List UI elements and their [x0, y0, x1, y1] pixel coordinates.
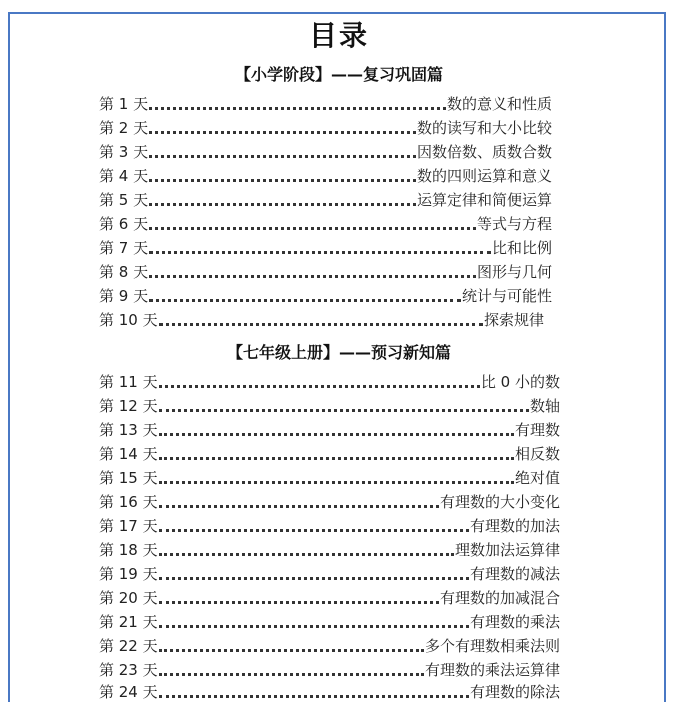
topic-label: 有理数的减法	[469, 565, 560, 583]
topic-label: 图形与几何	[476, 263, 552, 281]
dot-leader	[159, 692, 469, 698]
toc-entry[interactable]	[99, 490, 560, 512]
dot-leader	[149, 224, 476, 230]
toc-entry[interactable]	[99, 236, 552, 258]
toc-entry[interactable]	[99, 260, 552, 282]
topic-label: 等式与方程	[476, 215, 552, 233]
section-heading-primary: 【小学阶段】——复习巩固篇	[234, 65, 443, 84]
toc-entry[interactable]	[99, 634, 560, 656]
dot-leader	[149, 296, 461, 302]
topic-label: 比 0 小的数	[480, 373, 560, 391]
day-label: 第 15 天	[99, 469, 158, 487]
day-label: 第 19 天	[99, 565, 158, 583]
toc-entry[interactable]	[99, 538, 560, 560]
topic-label: 数轴	[529, 397, 560, 415]
day-label: 第 4 天	[99, 167, 149, 185]
topic-label: 数的意义和性质	[446, 95, 552, 113]
topic-label: 有理数的大小变化	[439, 493, 560, 511]
topic-label: 有理数的加法	[469, 517, 560, 535]
day-label: 第 13 天	[99, 421, 158, 439]
topic-label: 有理数的乘法	[469, 613, 560, 631]
day-label: 第 1 天	[99, 95, 149, 113]
day-label: 第 7 天	[99, 239, 149, 257]
toc-entry[interactable]	[99, 370, 560, 392]
toc-entry[interactable]	[99, 212, 552, 234]
dot-leader	[159, 382, 480, 388]
toc-entry[interactable]	[99, 308, 544, 330]
dot-leader	[159, 670, 424, 676]
toc-entry[interactable]	[99, 284, 552, 306]
toc-entry[interactable]	[99, 418, 560, 440]
toc-entry[interactable]	[99, 188, 552, 210]
dot-leader	[149, 200, 416, 206]
topic-label: 因数倍数、质数合数	[416, 143, 552, 161]
dot-leader	[159, 526, 469, 532]
topic-label: 运算定律和简便运算	[416, 191, 552, 209]
day-label: 第 17 天	[99, 517, 158, 535]
day-label: 第 6 天	[99, 215, 149, 233]
toc-entry[interactable]	[99, 586, 560, 608]
topic-label: 相反数	[514, 445, 560, 463]
topic-label: 数的读写和大小比较	[416, 119, 552, 137]
dot-leader	[159, 430, 514, 436]
dot-leader	[159, 454, 514, 460]
day-label: 第 10 天	[99, 311, 158, 329]
day-label: 第 11 天	[99, 373, 158, 391]
topic-label: 探索规律	[483, 311, 544, 329]
day-label: 第 21 天	[99, 613, 158, 631]
page-title: 目录	[308, 19, 369, 52]
dot-leader	[159, 574, 469, 580]
dot-leader	[159, 502, 439, 508]
day-label: 第 24 天	[99, 683, 158, 701]
toc-entry[interactable]	[99, 658, 560, 680]
topic-label: 有理数	[514, 421, 560, 439]
toc-entry[interactable]	[99, 140, 552, 162]
dot-leader	[149, 176, 416, 182]
topic-label: 统计与可能性	[461, 287, 552, 305]
dot-leader	[159, 646, 424, 652]
dot-leader	[149, 128, 416, 134]
dot-leader	[159, 622, 469, 628]
topic-label: 有理数的加减混合	[439, 589, 560, 607]
day-label: 第 18 天	[99, 541, 158, 559]
toc-entry[interactable]	[99, 610, 560, 632]
toc-entry[interactable]	[99, 394, 560, 416]
topic-label: 绝对值	[514, 469, 560, 487]
day-label: 第 3 天	[99, 143, 149, 161]
day-label: 第 20 天	[99, 589, 158, 607]
dot-leader	[159, 320, 483, 326]
day-label: 第 2 天	[99, 119, 149, 137]
toc-entry[interactable]	[99, 562, 560, 584]
toc-entry[interactable]	[99, 92, 552, 114]
dot-leader	[149, 152, 416, 158]
topic-label: 数的四则运算和意义	[416, 167, 552, 185]
day-label: 第 9 天	[99, 287, 149, 305]
day-label: 第 14 天	[99, 445, 158, 463]
topic-label: 有理数的除法	[469, 683, 560, 701]
dot-leader	[149, 248, 491, 254]
topic-label: 有理数的乘法运算律	[424, 661, 560, 679]
day-label: 第 5 天	[99, 191, 149, 209]
section-heading-grade7: 【七年级上册】——预习新知篇	[226, 343, 451, 362]
day-label: 第 8 天	[99, 263, 149, 281]
toc-entry[interactable]	[99, 680, 560, 702]
dot-leader	[159, 478, 514, 484]
toc-entry[interactable]	[99, 164, 552, 186]
day-label: 第 22 天	[99, 637, 158, 655]
day-label: 第 12 天	[99, 397, 158, 415]
dot-leader	[149, 272, 476, 278]
toc-entry[interactable]	[99, 514, 560, 536]
dot-leader	[149, 104, 446, 110]
day-label: 第 16 天	[99, 493, 158, 511]
dot-leader	[159, 406, 529, 412]
toc-entry[interactable]	[99, 116, 552, 138]
toc-entry[interactable]	[99, 442, 560, 464]
topic-label: 比和比例	[491, 239, 552, 257]
topic-label: 理数加法运算律	[454, 541, 560, 559]
topic-label: 多个有理数相乘法则	[424, 637, 560, 655]
dot-leader	[159, 598, 439, 604]
day-label: 第 23 天	[99, 661, 158, 679]
toc-entry[interactable]	[99, 466, 560, 488]
dot-leader	[159, 550, 454, 556]
